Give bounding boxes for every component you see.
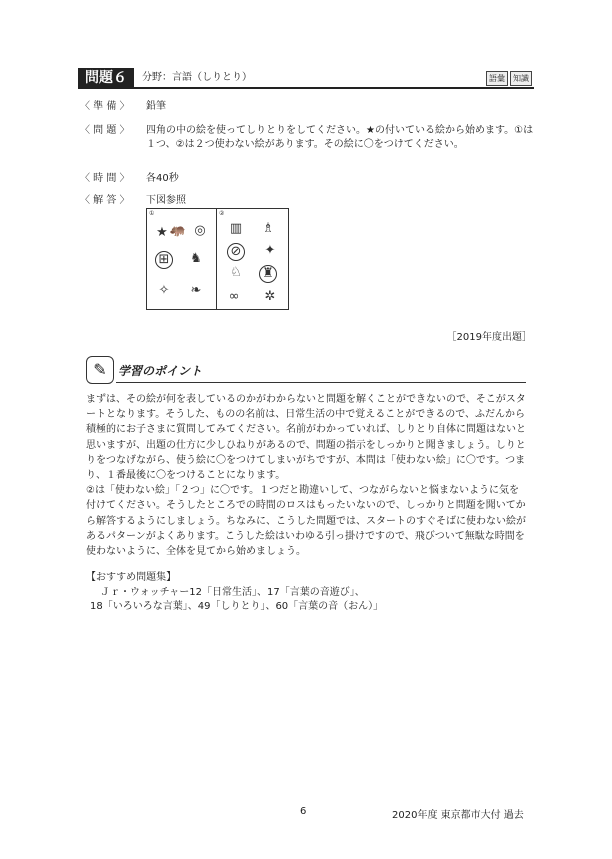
pencil-icon: ✎: [86, 356, 114, 384]
hornet-icon: ✲: [264, 289, 276, 304]
tag-vocabulary: 語彙: [486, 71, 508, 86]
hippo-icon: 🦛: [169, 223, 187, 238]
circled-icon: ♜: [259, 265, 277, 283]
record-icon: ◎: [194, 223, 206, 238]
year-note: ［2019年度出題］: [446, 332, 532, 343]
point-title: 学習のポイント: [118, 364, 203, 378]
recommend-block: [86, 571, 526, 615]
zebra-icon: ♞: [190, 251, 202, 266]
tag-knowledge: 知識: [510, 71, 532, 86]
question-value: 四角の中の絵を使ってしりとりをしてください。★の付いている絵から始めます。①は１つ、②は２つ使わない絵があります。その絵に〇をつけてください。: [146, 125, 534, 150]
bird-icon: ✧: [158, 283, 170, 298]
time-value: 各40秒: [146, 173, 179, 184]
answer-figure: [146, 208, 289, 310]
toy-icon: ▥: [229, 221, 243, 236]
time-label: 〈 時 間 〉: [80, 173, 130, 184]
footer-title: 2020年度 東京都市大付 過去: [392, 810, 524, 821]
point-rule: [116, 382, 526, 383]
bird-icon: ✦: [264, 243, 276, 258]
recommend-line: 18「いろいろな言葉」、49「しりとり」、60「言葉の音（おん）」: [90, 601, 384, 612]
camel-icon: ♘: [230, 265, 242, 280]
figure-divider: [216, 209, 217, 309]
problem-field: 分野：言語（しりとり）: [142, 72, 252, 83]
problem-header: [78, 68, 534, 88]
answer-value: 下図参照: [146, 195, 186, 206]
prep-value: 鉛筆: [146, 101, 166, 112]
star-marker-icon: ★: [156, 225, 168, 240]
problem-number: 問題６: [78, 68, 134, 88]
point-paragraph: まずは、その絵が何を表しているのかがわからないと問題を解くことができないので、そこがスタートとなります。そうした、ものの名前は、日常生活の中で覚えることができるので、ふだんから積極的にお子さまに質問してみてください。名前がわかっていれば、しりとり自体に問題はないと思いますが、出題の仕方に少しひねりがあるので、問題の指示をしっかりと聞きましょう。しりとりをつなげながら、使う絵に〇をつけてしまいがちですが、本問は「使わない絵」に〇です。つまり、１番最後に〇をつけることになります。: [86, 394, 526, 482]
circled-icon: ⊞: [155, 251, 173, 269]
panel-2-number: ②: [219, 210, 225, 217]
prep-label: 〈 準 備 〉: [80, 101, 130, 112]
page-number: 6: [300, 806, 307, 817]
point-paragraph: ②は「使わない絵」「２つ」に〇です。１つだと勘違いして、つながらないと悩まないように気を付けてください。そうしたところでの時間のロスはもったいないので、しっかりと問題を聞いてから解答するようにしましょう。ちなみに、こうした問題では、スタートのすぐそばに使わない絵があるパターンがよくあります。こうした絵はいわゆる引っ掛けですので、飛びついて無駄な時間を使わないように、全体を見てから始めましょう。: [86, 485, 526, 558]
bird-icon: ♗: [262, 221, 274, 236]
answer-label: 〈 解 答 〉: [80, 195, 130, 206]
header-rule: [78, 87, 534, 89]
point-header: [86, 356, 526, 386]
recommend-line: Ｊｒ・ウォッチャー12「日常生活」、17「言葉の音遊び」、: [100, 586, 365, 598]
point-body: [86, 392, 526, 559]
paper-icon: ❧: [190, 283, 202, 298]
glasses-icon: ∞: [228, 289, 240, 304]
circled-icon: ⊘: [227, 243, 245, 261]
question-label: 〈 問 題 〉: [80, 125, 130, 136]
recommend-title: 【おすすめ問題集】: [86, 572, 177, 583]
panel-1-number: ①: [149, 210, 155, 217]
